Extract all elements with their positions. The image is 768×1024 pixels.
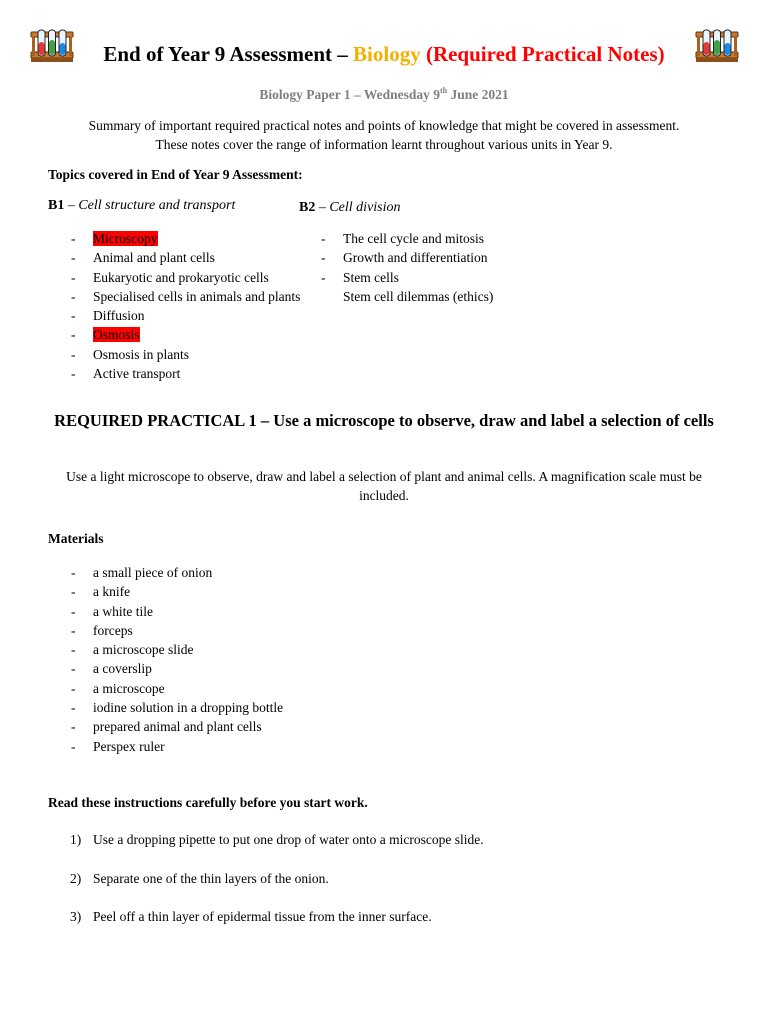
unit-b1-heading <box>48 198 235 214</box>
b2-topic-list <box>321 229 493 306</box>
topic-label: The cell cycle and mitosis <box>343 231 484 246</box>
unit-b2-code: B2 <box>299 200 316 215</box>
list-item <box>321 287 493 306</box>
material-label: a microscope <box>93 680 165 696</box>
subtitle-sup: th <box>440 86 448 95</box>
topic-label: Osmosis in plants <box>93 346 190 362</box>
list-item: - a small piece of onion <box>71 565 213 580</box>
unit-b2-dash: – <box>315 200 330 215</box>
material-label: forceps <box>93 622 133 638</box>
step-number: 1) <box>70 832 82 847</box>
subtitle-post: June 2021 <box>447 87 509 102</box>
topic-label: Stem cells <box>343 269 399 285</box>
topic-label: Active transport <box>93 366 181 382</box>
topic-label: Eukaryotic and prokaryotic cells <box>93 269 269 285</box>
list-item: - The cell cycle and mitosis <box>321 231 484 246</box>
instruction-step <box>70 909 432 925</box>
topic-label: Diffusion <box>93 308 145 324</box>
list-item: - a white tile <box>71 603 153 619</box>
materials-heading: Materials <box>48 531 104 546</box>
list-item: - Stem cells <box>321 269 399 285</box>
list-item: - forceps <box>71 622 133 638</box>
step-text: Peel off a thin layer of epidermal tissue from the inner surface. <box>93 909 432 924</box>
list-item: - a microscope slide <box>71 642 194 658</box>
title-biology: Biology <box>353 42 421 66</box>
list-item: - Eukaryotic and prokaryotic cells <box>71 269 269 285</box>
list-item: - Perspex ruler <box>71 738 165 754</box>
practical-description: Use a light microscope to observe, draw and label a selection of plant and animal cells. A magnification scale must be included. <box>66 469 702 503</box>
material-label: Perspex ruler <box>93 738 165 754</box>
page-title <box>0 42 768 67</box>
list-item: - prepared animal and plant cells <box>71 719 262 735</box>
list-item: - Osmosis <box>71 327 140 343</box>
b1-topic-list <box>71 229 300 383</box>
list-item: - iodine solution in a dropping bottle <box>71 700 284 716</box>
list-item: - a microscope <box>71 680 165 696</box>
title-main: End of Year 9 Assessment – <box>103 42 354 66</box>
topic-label: Microscopy <box>93 231 158 246</box>
subtitle-pre: Biology Paper 1 – Wednesday 9 <box>259 87 440 102</box>
list-item: - Osmosis in plants <box>71 346 190 362</box>
materials-list <box>71 563 283 756</box>
topic-label: Specialised cells in animals and plants <box>93 288 301 304</box>
instructions-heading: Read these instructions carefully before you start work. <box>48 795 368 810</box>
material-label: prepared animal and plant cells <box>93 719 262 735</box>
unit-b1-dash: – <box>64 198 79 213</box>
step-number: 3) <box>70 909 82 924</box>
material-label: a coverslip <box>93 661 152 677</box>
topics-heading: Topics covered in End of Year 9 Assessment: <box>48 167 303 182</box>
list-item: - a coverslip <box>71 661 152 677</box>
unit-b1-code: B1 <box>48 198 65 213</box>
title-required-notes: (Required Practical Notes) <box>420 42 665 66</box>
unit-b2-name: Cell division <box>329 200 401 215</box>
practical-title: REQUIRED PRACTICAL 1 – Use a microscope to observe, draw and label a selection of cells <box>54 411 714 430</box>
list-item: - Specialised cells in animals and plants <box>71 288 301 304</box>
list-item: - a knife <box>71 584 131 600</box>
list-item: - Diffusion <box>71 308 145 324</box>
unit-b2-heading <box>299 200 401 216</box>
list-item: - Animal and plant cells <box>71 250 215 266</box>
step-text: Use a dropping pipette to put one drop of water onto a microscope slide. <box>93 832 484 847</box>
step-text: Separate one of the thin layers of the onion. <box>93 871 329 886</box>
topic-label: Animal and plant cells <box>93 250 215 266</box>
instruction-step <box>70 832 484 848</box>
material-label: a white tile <box>93 603 153 619</box>
material-label: a microscope slide <box>93 642 194 658</box>
topic-label: Stem cell dilemmas (ethics) <box>343 288 494 304</box>
list-item: - Growth and differentiation <box>321 250 488 266</box>
list-item: - Microscopy <box>71 231 158 246</box>
summary-paragraph: Summary of important required practical notes and points of knowledge that might be covered in assessment. These notes cover the range of information learnt throughout various units in Year 9. <box>88 118 680 152</box>
list-item: - Active transport <box>71 366 181 382</box>
material-label: a knife <box>93 584 131 600</box>
instruction-step <box>70 871 329 887</box>
step-number: 2) <box>70 871 82 886</box>
unit-b1-name: Cell structure and transport <box>78 198 236 213</box>
material-label: iodine solution in a dropping bottle <box>93 700 284 716</box>
page-subtitle <box>0 86 768 103</box>
topic-label: Growth and differentiation <box>343 250 488 266</box>
topic-label: Osmosis <box>93 327 140 343</box>
material-label: a small piece of onion <box>93 565 213 580</box>
